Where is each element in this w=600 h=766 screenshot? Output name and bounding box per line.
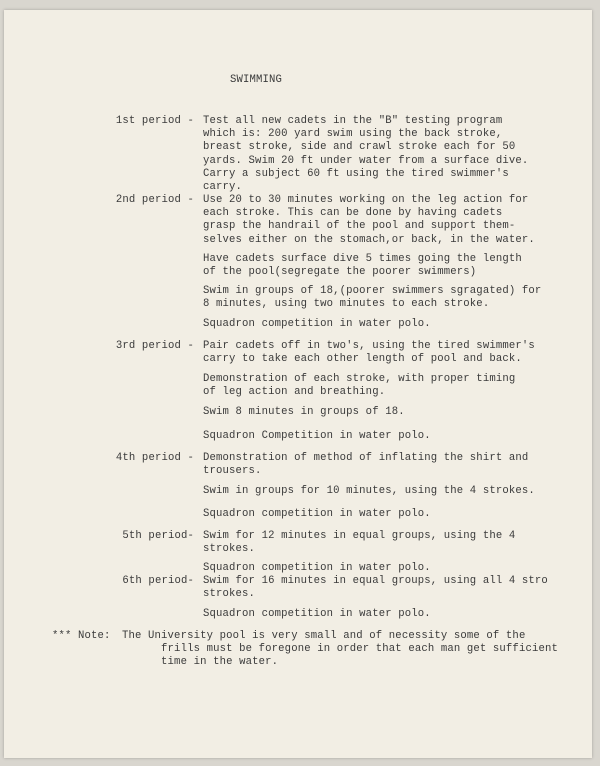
period-4-paragraph-2: Swim in groups for 10 minutes, using the 4 strokes. <box>203 485 535 497</box>
period-label-1: 1st period - <box>115 115 194 127</box>
period-label-2: 2nd period - <box>115 194 194 206</box>
period-6-paragraph-1: Swim for 16 minutes in equal groups, using all 4 stro strokes. <box>203 575 548 601</box>
page-title: SWIMMING <box>230 74 283 86</box>
period-label-5: 5th period- <box>122 530 194 542</box>
document-page <box>4 10 592 758</box>
period-1-paragraph-1: Test all new cadets in the "B" testing program which is: 200 yard swim using the back stroke, breast stroke, side and crawl stroke each for 50 yards. Swim 20 ft under water from a surface dive. Carry a subject 60 ft using the tired swimmer's carry. <box>203 115 529 194</box>
period-3-paragraph-2: Demonstration of each stroke, with proper timing of leg action and breathing. <box>203 373 516 399</box>
period-6-paragraph-2: Squadron competition in water polo. <box>203 608 431 620</box>
period-label-3: 3rd period - <box>115 340 194 352</box>
period-label-4: 4th period - <box>115 452 194 464</box>
period-5-paragraph-1: Swim for 12 minutes in equal groups, using the 4 strokes. <box>203 530 516 556</box>
period-2-paragraph-3: Swim in groups of 18,(poorer swimmers sgragated) for 8 minutes, using two minutes to each stroke. <box>203 285 542 311</box>
period-2-paragraph-2: Have cadets surface dive 5 times going the length of the pool(segregate the poorer swimmers) <box>203 253 522 279</box>
period-label-6: 6th period- <box>122 575 194 587</box>
period-3-paragraph-4: Squadron Competition in water polo. <box>203 430 431 442</box>
period-4-paragraph-3: Squadron competition in water polo. <box>203 508 431 520</box>
note-text: The University pool is very small and of necessity some of the frills must be foregone in order that each man get sufficient time in the water. <box>122 630 558 669</box>
period-3-paragraph-3: Swim 8 minutes in groups of 18. <box>203 406 405 418</box>
period-2-paragraph-1: Use 20 to 30 minutes working on the leg action for each stroke. This can be done by having cadets grasp the handrail of the pool and support them- selves either on the stomach,or back, in the water. <box>203 194 535 246</box>
period-3-paragraph-1: Pair cadets off in two's, using the tired swimmer's carry to take each other length of pool and back. <box>203 340 535 366</box>
period-5-paragraph-2: Squadron competition in water polo. <box>203 562 431 574</box>
period-2-paragraph-4: Squadron competition in water polo. <box>203 318 431 330</box>
note-label: *** Note: <box>52 630 111 642</box>
period-4-paragraph-1: Demonstration of method of inflating the shirt and trousers. <box>203 452 529 478</box>
